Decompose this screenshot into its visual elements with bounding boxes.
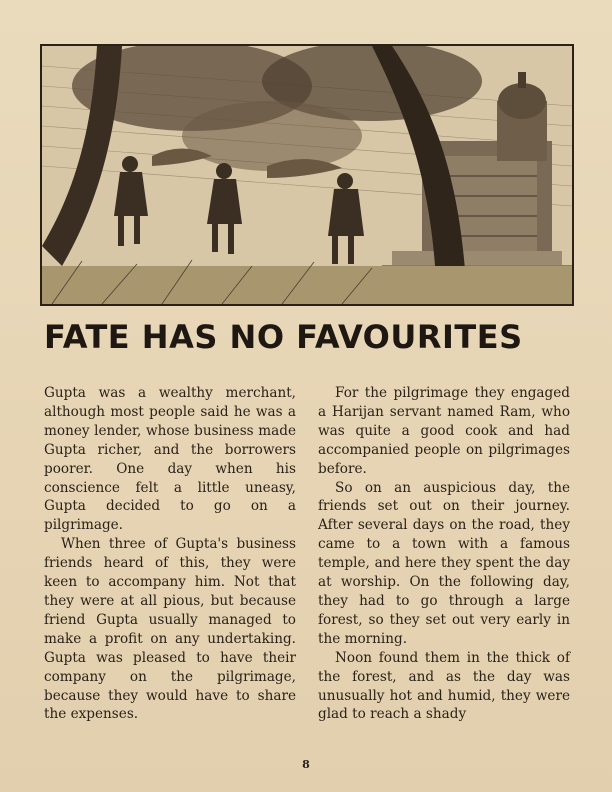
story-illustration	[40, 44, 574, 306]
page-number: 8	[302, 758, 310, 771]
paragraph: Gupta was a wealthy merchant, although most people said he was a money lender, whose business made Gupta richer, and the borrowers poorer. One day when his conscience felt a little uneasy, Gupta decided to go on a pilgrimage.	[44, 385, 296, 534]
paragraph: For the pilgrimage they engaged a Harijan servant named Ram, who was quite a good cook and had accompanied people on pilgrimages before.	[318, 385, 570, 477]
paragraph: When three of Gupta's business friends heard of this, they were keen to accompany him. Not that they were at all pious, but because friend Gupta usually managed to make a profit on any undertaking. Gupta was pleased to have their company on the pilgrimage, because they would have to share the expenses.	[44, 536, 296, 723]
right-column	[318, 384, 570, 724]
story-title: FATE HAS NO FAVOURITES	[44, 318, 523, 356]
story-illustration-icon	[42, 46, 572, 304]
left-column	[44, 384, 296, 724]
paragraph: So on an auspicious day, the friends set out on their journey. After several days on the road, they came to a town with a famous temple, and here they spent the day at worship. On the following day, they had to go through a large forest, so they set out very early in the morning.	[318, 479, 570, 647]
paragraph: Noon found them in the thick of the forest, and as the day was unusually hot and humid, they were glad to reach a shady	[318, 649, 570, 723]
